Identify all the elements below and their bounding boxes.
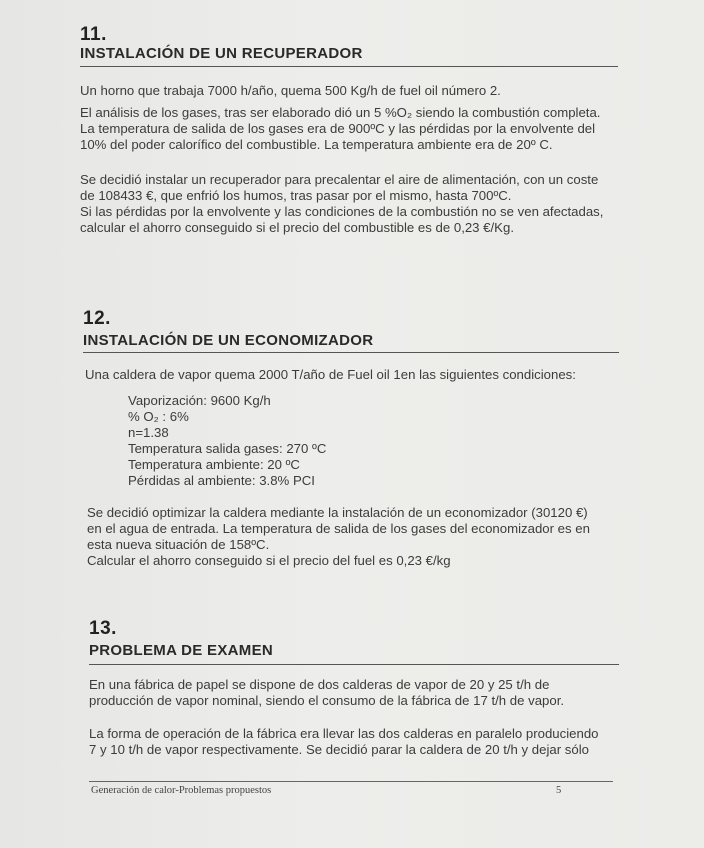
text-line: La forma de operación de la fábrica era llevar las dos calderas en paralelo produciendo <box>89 726 599 741</box>
section-11-paragraph-3 <box>80 172 603 236</box>
condition-item: Vaporización: 9600 Kg/h <box>128 393 271 408</box>
text-line: esta nueva situación de 158ºC. <box>87 537 270 552</box>
text-line: en el agua de entrada. La temperatura de salida de los gases del economizador es en <box>87 521 590 536</box>
condition-item: Temperatura ambiente: 20 ºC <box>128 457 300 472</box>
text-line: producción de vapor nominal, siendo el consumo de la fábrica de 17 t/h de vapor. <box>89 693 565 708</box>
text-line: 10% del poder calorífico del combustible. La temperatura ambiente era de 20º C. <box>80 137 553 152</box>
text-line: Calcular el ahorro conseguido si el precio del fuel es 0,23 €/kg <box>87 553 451 568</box>
section-12-number: 12. <box>83 308 111 329</box>
text-line: calcular el ahorro conseguido si el precio del combustible es de 0,23 €/Kg. <box>80 220 514 235</box>
text-line: Se decidió instalar un recuperador para precalentar el aire de alimentación, con un coste <box>80 172 599 187</box>
page-number: 5 <box>556 785 562 796</box>
text-line: 7 y 10 t/h de vapor respectivamente. Se decidió parar la caldera de 20 t/h y dejar sólo <box>89 742 589 757</box>
condition-item: n=1.38 <box>128 425 169 440</box>
section-11-rule <box>80 66 618 67</box>
footer-title: Generación de calor-Problemas propuestos <box>91 785 272 796</box>
text-line: En una fábrica de papel se dispone de dos calderas de vapor de 20 y 25 t/h de <box>89 677 550 692</box>
section-11-title: INSTALACIÓN DE UN RECUPERADOR <box>80 45 363 62</box>
text-line: de 108433 €, que enfrió los humos, tras pasar por el mismo, hasta 700ºC. <box>80 188 512 203</box>
footer-rule <box>89 781 613 782</box>
condition-item: Pérdidas al ambiente: 3.8% PCI <box>128 473 315 488</box>
section-13-title: PROBLEMA DE EXAMEN <box>89 642 274 659</box>
text-line: Un horno que trabaja 7000 h/año, quema 500 Kg/h de fuel oil número 2. <box>80 83 501 98</box>
text-line: La temperatura de salida de los gases era de 900ºC y las pérdidas por la envolvente del <box>80 121 596 136</box>
section-12-intro: Una caldera de vapor quema 2000 T/año de Fuel oil 1en las siguientes condiciones: <box>85 367 576 382</box>
section-13-rule <box>89 664 619 665</box>
condition-item: Temperatura salida gases: 270 ºC <box>128 441 327 456</box>
section-12-title: INSTALACIÓN DE UN ECONOMIZADOR <box>83 332 374 349</box>
section-11-number: 11. <box>80 24 107 45</box>
section-13-paragraph-1 <box>89 677 564 709</box>
text-line: El análisis de los gases, tras ser elaborado dió un 5 %O₂ siendo la combustión completa. <box>80 105 601 120</box>
section-13-number: 13. <box>89 618 117 639</box>
section-12-paragraph-2 <box>87 505 590 569</box>
section-11-paragraph-1 <box>80 83 501 99</box>
section-11-paragraph-2 <box>80 105 600 153</box>
text-line: Se decidió optimizar la caldera mediante la instalación de un economizador (30120 €) <box>87 505 588 520</box>
section-13-paragraph-2 <box>89 726 599 758</box>
section-12-rule <box>83 352 619 353</box>
section-12-conditions <box>128 393 326 489</box>
text-line: Si las pérdidas por la envolvente y las condiciones de la combustión no se ven afectadas, <box>80 204 604 219</box>
condition-item: % O₂ : 6% <box>128 409 189 424</box>
